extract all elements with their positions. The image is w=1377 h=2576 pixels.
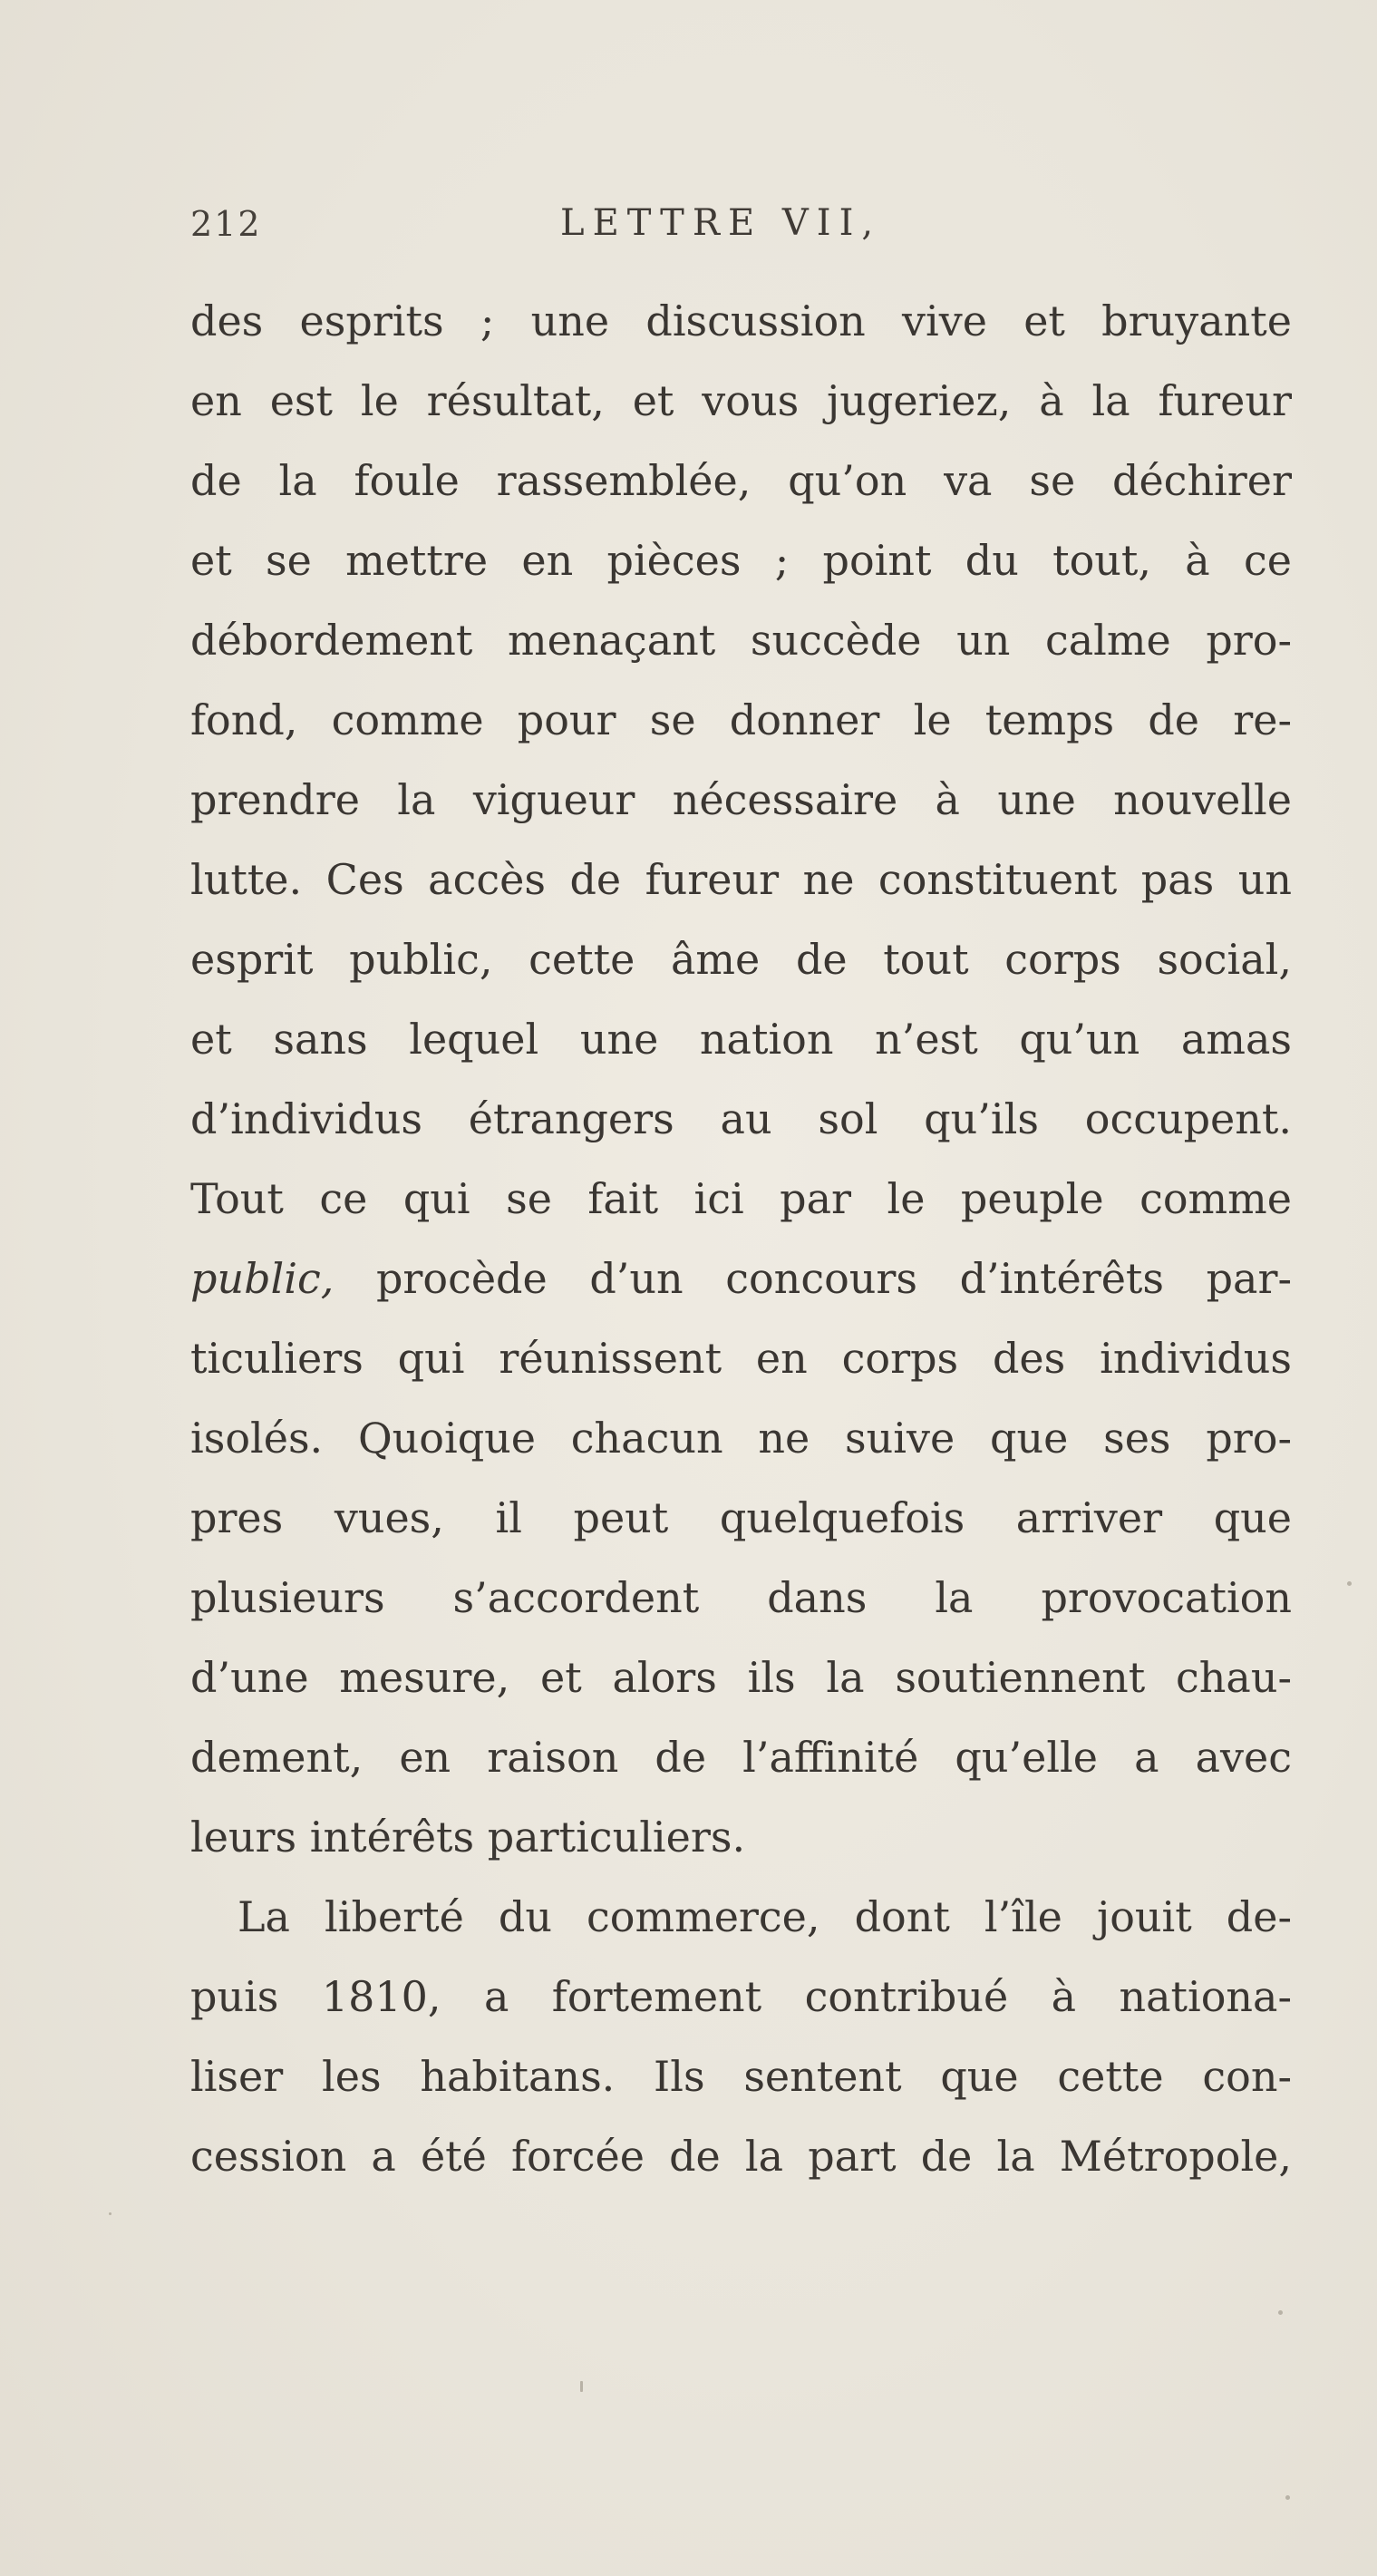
text-line: liser les habitans. Ils sentent que cette con-: [190, 2052, 1292, 2101]
italic-word: public,: [190, 1254, 335, 1303]
text-line: débordement menaçant succède un calme pro-: [190, 616, 1292, 665]
text-line: leurs intérêts particuliers.: [190, 1813, 746, 1862]
text-line: isolés. Quoique chacun ne suive que ses pro-: [190, 1414, 1292, 1463]
paper-speck: [109, 2212, 112, 2215]
paper-speck: [580, 2381, 583, 2392]
text-line: La liberté du commerce, dont l’île jouit de-: [238, 1892, 1292, 1941]
text-line: lutte. Ces accès de fureur ne constituent pas un: [190, 855, 1292, 904]
text-line: fond, comme pour se donner le temps de re-: [190, 695, 1292, 744]
text-line-with-italic: [190, 1239, 1292, 1318]
paper-speck: [1278, 2310, 1283, 2315]
text-line: en est le résultat, et vous jugeriez, à la fureur: [190, 376, 1292, 425]
text-line: prendre la vigueur nécessaire à une nouvelle: [190, 775, 1292, 824]
text-line: et sans lequel une nation n’est qu’un amas: [190, 1015, 1292, 1064]
text-line: de la foule rassemblée, qu’on va se déchirer: [190, 456, 1292, 505]
text-line: ticuliers qui réunissent en corps des individus: [190, 1334, 1292, 1383]
text-line: puis 1810, a fortement contribué à nationa-: [190, 1972, 1292, 2021]
page-number: 212: [190, 204, 262, 244]
text-line: cession a été forcée de la part de la Métropole,: [190, 2132, 1292, 2181]
paper-speck: [1285, 2495, 1290, 2500]
text-line: pres vues, il peut quelquefois arriver que: [190, 1493, 1292, 1542]
running-title: LETTRE VII,: [560, 202, 882, 244]
paper-speck: [1347, 1581, 1352, 1586]
page-header: [190, 202, 1292, 257]
text-line: et se mettre en pièces ; point du tout, à ce: [190, 536, 1292, 585]
text-line: esprit public, cette âme de tout corps social,: [190, 935, 1292, 984]
line-remainder: procède d’un concours d’intérêts par-: [375, 1254, 1292, 1303]
text-line: Tout ce qui se fait ici par le peuple comme: [190, 1174, 1292, 1223]
text-line: des esprits ; une discussion vive et bruyante: [190, 296, 1292, 345]
body-text: [190, 281, 1292, 2196]
text-line: plusieurs s’accordent dans la provocation: [190, 1573, 1292, 1622]
text-line: dement, en raison de l’affinité qu’elle a avec: [190, 1733, 1292, 1782]
text-line: d’individus étrangers au sol qu’ils occupent.: [190, 1094, 1292, 1143]
text-line: d’une mesure, et alors ils la soutiennent chau-: [190, 1653, 1292, 1702]
